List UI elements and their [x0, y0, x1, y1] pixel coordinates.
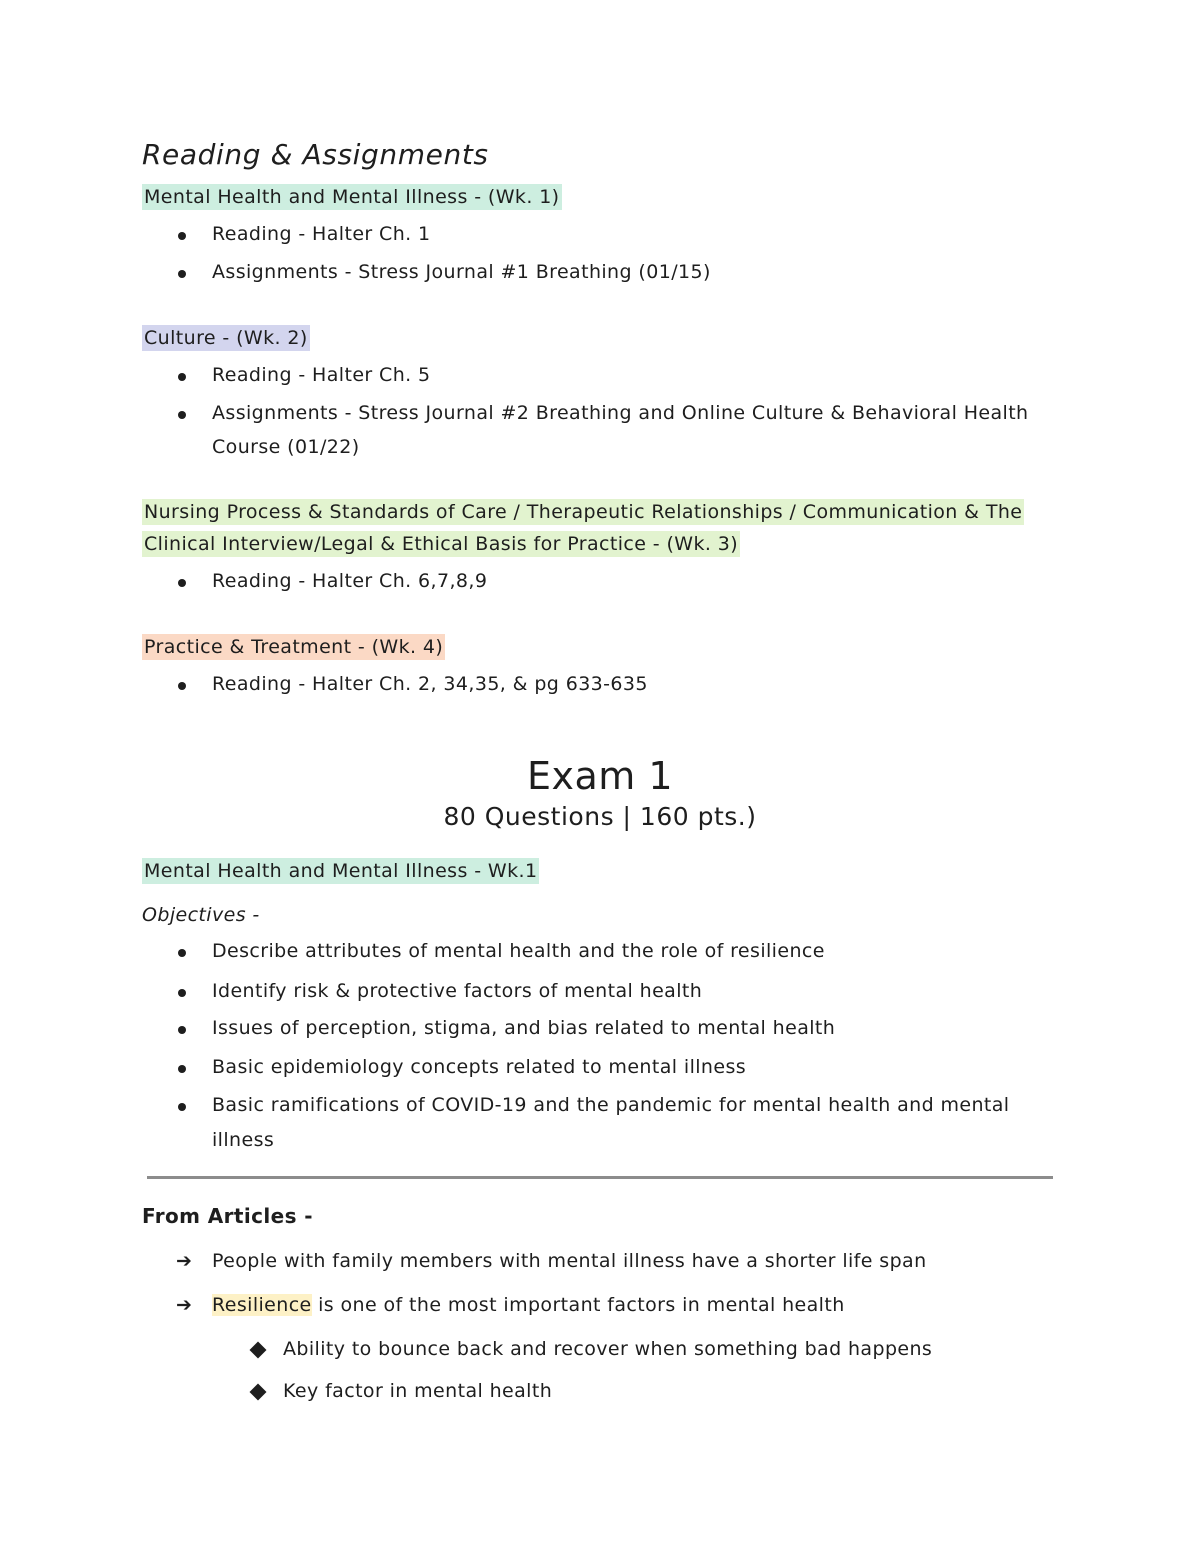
week-4-heading	[142, 636, 445, 658]
week-2-heading-text: Culture - (Wk. 2)	[144, 327, 308, 349]
objective-item-continuation: illness	[212, 1129, 275, 1151]
bullet-icon	[178, 949, 186, 957]
horizontal-divider	[147, 1176, 1053, 1179]
week-4-heading-text: Practice & Treatment - (Wk. 4)	[144, 636, 444, 658]
article-item	[212, 1294, 845, 1316]
list-item: Assignments - Stress Journal #2 Breathing and Online Culture & Behavioral Health	[212, 402, 1029, 424]
week-1-heading	[142, 186, 562, 208]
week-3-heading-line-1	[142, 501, 1024, 523]
resilience-highlight: Resilience	[212, 1294, 312, 1316]
bullet-icon	[178, 1103, 186, 1111]
reading-title: Reading & Assignments	[142, 138, 489, 171]
diamond-bullet-icon	[250, 1342, 267, 1359]
objectives-label: Objectives -	[142, 904, 260, 926]
bullet-icon	[178, 682, 186, 690]
list-item: Reading - Halter Ch. 1	[212, 223, 431, 245]
list-item: Assignments - Stress Journal #1 Breathing (01/15)	[212, 261, 711, 283]
bullet-icon	[178, 989, 186, 997]
diamond-bullet-icon	[250, 1384, 267, 1401]
exam-section-heading	[142, 860, 539, 882]
objective-item: Describe attributes of mental health and the role of resilience	[212, 940, 825, 962]
bullet-icon	[178, 373, 186, 381]
bullet-icon	[178, 579, 186, 587]
week-2-heading	[142, 327, 310, 349]
objective-item: Basic ramifications of COVID-19 and the pandemic for mental health and mental	[212, 1094, 1010, 1116]
bullet-icon	[178, 1065, 186, 1073]
bullet-icon	[178, 270, 186, 278]
article-sub-item: Ability to bounce back and recover when something bad happens	[283, 1338, 933, 1360]
bullet-icon	[178, 411, 186, 419]
exam-title: Exam 1	[526, 754, 674, 798]
week-3-heading-text: Clinical Interview/Legal & Ethical Basis for Practice - (Wk. 3)	[144, 533, 739, 555]
arrow-right-icon: ➔	[176, 1294, 192, 1316]
article-item-rest: is one of the most important factors in mental health	[311, 1294, 845, 1316]
list-item: Reading - Halter Ch. 6,7,8,9	[212, 570, 488, 592]
objective-item: Issues of perception, stigma, and bias related to mental health	[212, 1017, 836, 1039]
article-sub-item: Key factor in mental health	[283, 1380, 553, 1402]
objective-item: Identify risk & protective factors of mental health	[212, 980, 703, 1002]
objective-item: Basic epidemiology concepts related to mental illness	[212, 1056, 747, 1078]
week-3-heading-text: Nursing Process & Standards of Care / Therapeutic Relationships / Communication & The	[144, 501, 1023, 523]
week-1-heading-text: Mental Health and Mental Illness - (Wk. 1)	[144, 186, 560, 208]
list-item: Reading - Halter Ch. 2, 34,35, & pg 633-635	[212, 673, 648, 695]
arrow-right-icon: ➔	[176, 1250, 192, 1272]
exam-section-heading-text: Mental Health and Mental Illness - Wk.1	[144, 860, 538, 882]
list-item-continuation: Course (01/22)	[212, 436, 360, 458]
exam-subtitle: 80 Questions | 160 pts.)	[443, 802, 757, 831]
bullet-icon	[178, 232, 186, 240]
articles-heading: From Articles -	[142, 1204, 313, 1228]
article-item: People with family members with mental illness have a shorter life span	[212, 1250, 927, 1272]
bullet-icon	[178, 1026, 186, 1034]
week-3-heading-line-2	[142, 533, 740, 555]
list-item: Reading - Halter Ch. 5	[212, 364, 431, 386]
